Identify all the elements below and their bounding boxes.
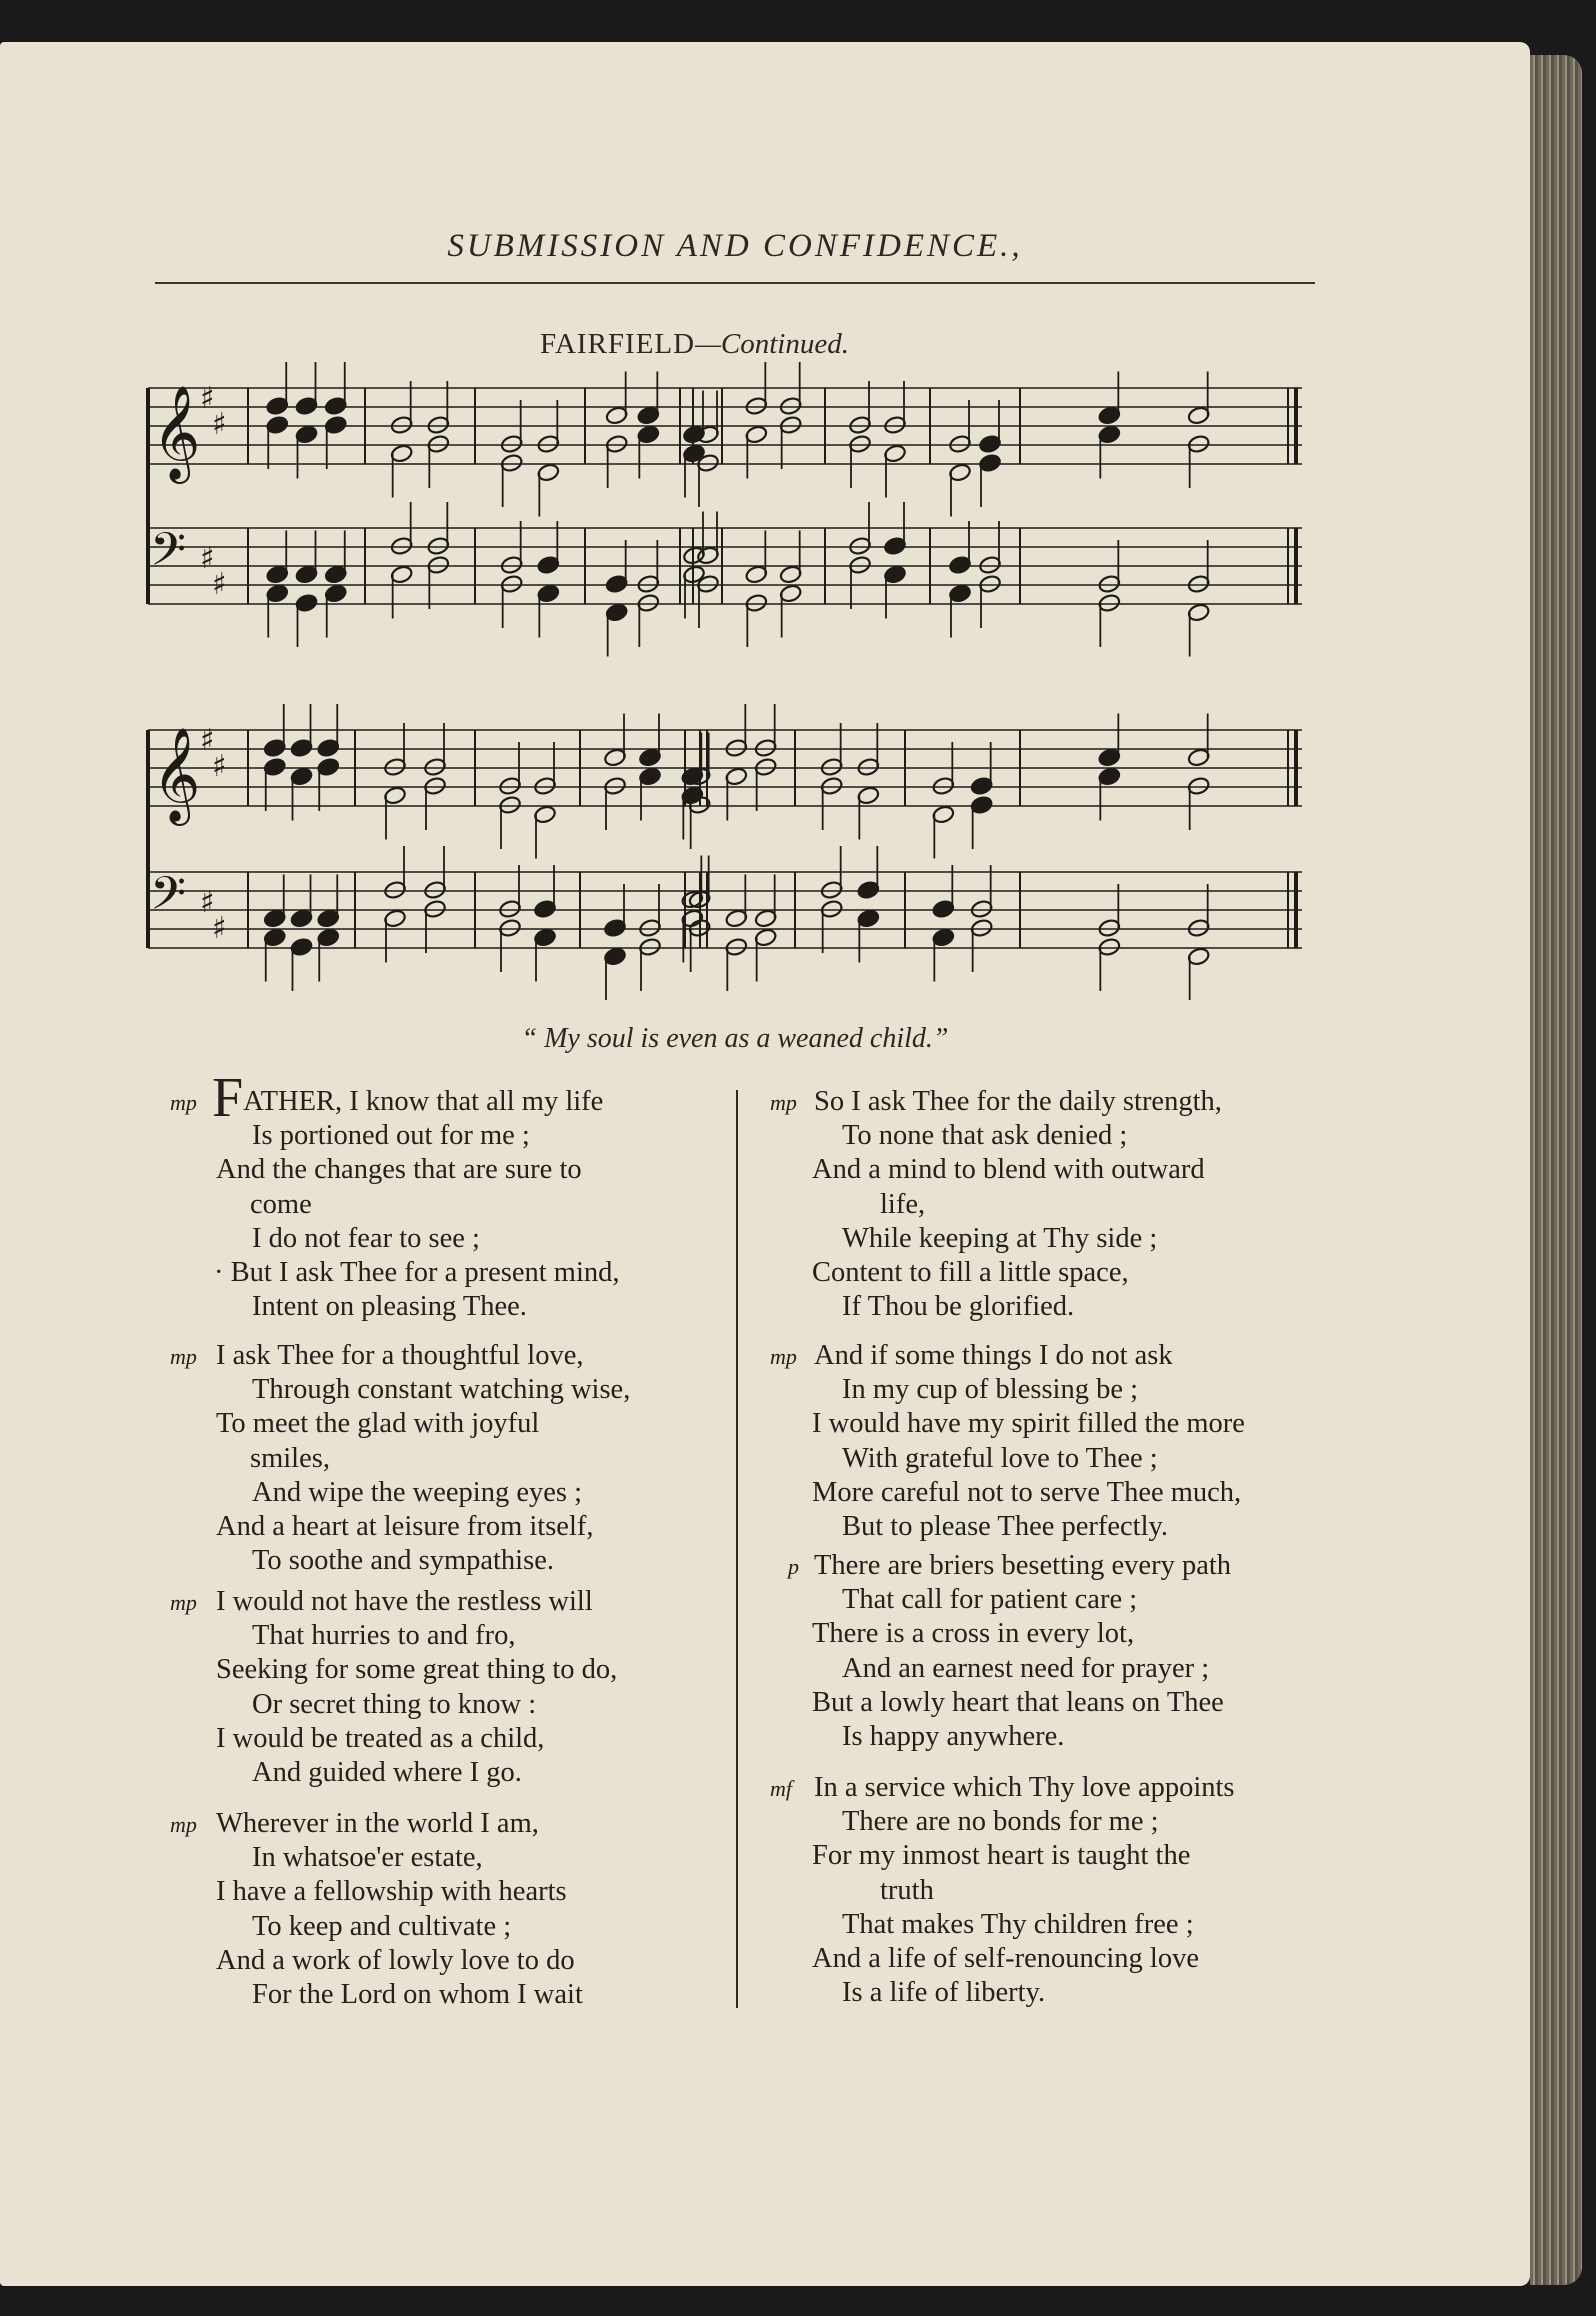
verse-line — [252, 1757, 522, 1789]
head-rule — [155, 282, 1315, 284]
tune-title — [540, 328, 849, 361]
verse-line — [252, 1979, 583, 2011]
verse-line — [250, 1189, 312, 1221]
bass-clef: 𝄢 — [150, 523, 187, 588]
verse-line — [252, 1911, 511, 1943]
verse-line — [216, 1511, 594, 1543]
verse-line — [252, 1477, 582, 1509]
verse-line-text: I would not have the restless will — [216, 1586, 593, 1617]
verse-line-text: Content to fill a little space, — [812, 1257, 1129, 1288]
verse-line-text: While keeping at Thy side ; — [842, 1222, 1158, 1254]
dynamic-mark: mp — [770, 1344, 797, 1369]
verse-line — [842, 1374, 1138, 1406]
verse-line — [216, 1945, 575, 1977]
verse-line-text: · But I ask Thee for a present mind, — [214, 1257, 620, 1288]
verse-line-text: I ask Thee for a thoughtful love, — [216, 1340, 584, 1371]
verse-line — [252, 1291, 527, 1323]
verse-line — [842, 1223, 1157, 1255]
verse-line-text: Wherever in the world I am, — [216, 1808, 539, 1839]
verse-line-text: There is a cross in every lot, — [812, 1618, 1135, 1650]
verse-line-text: To keep and cultivate ; — [252, 1910, 512, 1942]
dynamic-mark: mp — [170, 1090, 197, 1115]
verse-line — [812, 1840, 1190, 1872]
dynamic-mark: mp — [770, 1090, 797, 1115]
verse-line — [842, 1653, 1209, 1685]
music-score — [140, 360, 1340, 1000]
verse-line — [250, 1443, 330, 1475]
dynamic-mark: mp — [170, 1590, 197, 1615]
verse-line-text: ATHER, I know that all my life — [243, 1086, 604, 1117]
verse-line-text: In a service which Thy love appoints — [814, 1772, 1235, 1803]
verse-line-text: To meet the glad with joyful — [216, 1408, 540, 1440]
verse-line — [812, 1408, 1245, 1440]
verse-line — [842, 1511, 1168, 1543]
verse-line — [842, 1806, 1159, 1838]
verse-line — [812, 1618, 1134, 1650]
verse-line-text: And guided where I go. — [252, 1757, 522, 1788]
verse-line-text: Is portioned out for me ; — [252, 1120, 530, 1152]
verse-line-text: That hurries to and fro, — [252, 1620, 516, 1652]
verse-line-text: I do not fear to see ; — [252, 1222, 480, 1254]
verse-line — [814, 1772, 1235, 1804]
verse-line-text: And a life of self-renouncing love — [812, 1943, 1199, 1974]
verse-line-text: And a work of lowly love to do — [216, 1944, 575, 1976]
dynamic-mark: mp — [170, 1812, 197, 1837]
verse-line — [252, 1689, 536, 1721]
verse-line-text: That call for patient care ; — [842, 1584, 1138, 1616]
verse-line — [252, 1545, 554, 1577]
bass-clef: 𝄢 — [150, 867, 187, 932]
verse-line-text: Is happy anywhere. — [842, 1721, 1065, 1752]
verse-line — [216, 1586, 593, 1618]
caption: “ My soul is even as a weaned child.” — [521, 1023, 949, 1054]
verse-line-text: For my inmost heart is taught the — [812, 1840, 1191, 1872]
verse-line — [216, 1408, 539, 1440]
verse-line — [252, 1620, 516, 1652]
treble-clef: 𝄞 — [152, 385, 201, 480]
verse-line — [842, 1909, 1194, 1941]
verse-line — [842, 1443, 1158, 1475]
verse-line-text: So I ask Thee for the daily strength, — [814, 1086, 1222, 1117]
sharp-sign: ♯ — [200, 885, 215, 920]
verse-line — [814, 1340, 1173, 1372]
verse-line-text: Intent on pleasing Thee. — [252, 1291, 527, 1323]
verse-line — [812, 1477, 1241, 1509]
sharp-sign: ♯ — [200, 723, 215, 758]
running-head: SUBMISSION AND CONFIDENCE., — [447, 228, 1023, 264]
verse-line — [812, 1687, 1224, 1719]
drop-cap: F — [212, 1067, 244, 1129]
verse-line — [814, 1086, 1222, 1118]
verse-line-text: For the Lord on whom I wait — [252, 1979, 583, 2010]
verse-line-text: Or secret thing to know : — [252, 1688, 537, 1720]
verse-line-text: And wipe the weeping eyes ; — [252, 1476, 583, 1508]
sharp-sign: ♯ — [212, 567, 227, 602]
verse-line — [252, 1842, 483, 1874]
verse-line-text: There are briers besetting every path — [814, 1550, 1232, 1581]
verse-line — [216, 1808, 539, 1840]
verse-line — [842, 1120, 1127, 1152]
sharp-sign: ♯ — [200, 381, 215, 416]
verse-line — [812, 1257, 1129, 1289]
verse-line — [216, 1654, 617, 1686]
verse-line — [842, 1584, 1137, 1616]
tune-suffix: —Continued. — [695, 328, 849, 360]
verse-line-text: And a mind to blend with outward — [812, 1154, 1205, 1186]
verse-line — [880, 1189, 925, 1221]
verse-line-text: More careful not to serve Thee much, — [812, 1476, 1242, 1508]
sharp-sign: ♯ — [212, 911, 227, 946]
verse-line — [812, 1943, 1199, 1975]
verse-line-text: To none that ask denied ; — [842, 1120, 1128, 1152]
verse-line — [842, 1291, 1074, 1323]
verse-line-text: And an earnest need for prayer ; — [842, 1652, 1210, 1684]
verse-line-text: That makes Thy children free ; — [842, 1908, 1194, 1940]
verse-line-text: To soothe and sympathise. — [252, 1545, 554, 1577]
verse-line-text: If Thou be glorified. — [842, 1291, 1075, 1323]
verse-line-text: There are no bonds for me ; — [842, 1806, 1159, 1838]
verse-line — [214, 1257, 620, 1289]
column-rule — [736, 1090, 738, 2008]
verse-line-text: truth — [880, 1874, 934, 1906]
verse-line — [880, 1875, 934, 1907]
verse-line — [252, 1374, 630, 1406]
verse-line-text: life, — [880, 1188, 926, 1220]
verse-line-text: Is a life of liberty. — [842, 1977, 1046, 2009]
sharp-sign: ♯ — [212, 407, 227, 442]
verse-line — [212, 1067, 604, 1129]
verse-line-text: And if some things I do not ask — [814, 1340, 1173, 1371]
page-edge — [1530, 55, 1582, 2285]
verse-line-text: smiles, — [250, 1442, 330, 1474]
dynamic-mark: mf — [770, 1776, 792, 1801]
verse-line-text: I would have my spirit filled the more — [812, 1408, 1245, 1440]
verse-line — [842, 1977, 1045, 2009]
tune-name: FAIRFIELD — [540, 328, 696, 360]
verse-line-text: Seeking for some great thing to do, — [216, 1654, 618, 1686]
verse-line-text: And the changes that are sure to — [216, 1154, 582, 1186]
verse-line-text: Through constant watching wise, — [252, 1374, 631, 1406]
verse-line-text: I have a fellowship with hearts — [216, 1876, 567, 1908]
verse-line-text: In my cup of blessing be ; — [842, 1374, 1139, 1406]
verse-line — [252, 1223, 480, 1255]
verse-line — [252, 1120, 530, 1152]
verse-line-text: I would be treated as a child, — [216, 1722, 545, 1754]
verse-line — [842, 1721, 1064, 1753]
dynamic-mark: p — [788, 1554, 799, 1579]
verse-line-text: And a heart at leisure from itself, — [216, 1511, 594, 1542]
dynamic-mark: mp — [170, 1344, 197, 1369]
treble-clef: 𝄞 — [152, 727, 201, 822]
verse-line — [216, 1723, 544, 1755]
verse-line-text: But a lowly heart that leans on Thee — [812, 1686, 1224, 1718]
verse-line-text: But to please Thee perfectly. — [842, 1511, 1169, 1542]
verse-line — [216, 1340, 584, 1372]
verse-line — [216, 1876, 567, 1908]
verse-line-text: With grateful love to Thee ; — [842, 1442, 1158, 1474]
verse-line-text: In whatsoe'er estate, — [252, 1842, 483, 1874]
sharp-sign: ♯ — [200, 541, 215, 576]
verse-line — [812, 1154, 1205, 1186]
sharp-sign: ♯ — [212, 749, 227, 784]
verse-line-text: come — [250, 1188, 312, 1220]
verse-line — [814, 1550, 1231, 1582]
verse-line — [216, 1154, 582, 1186]
